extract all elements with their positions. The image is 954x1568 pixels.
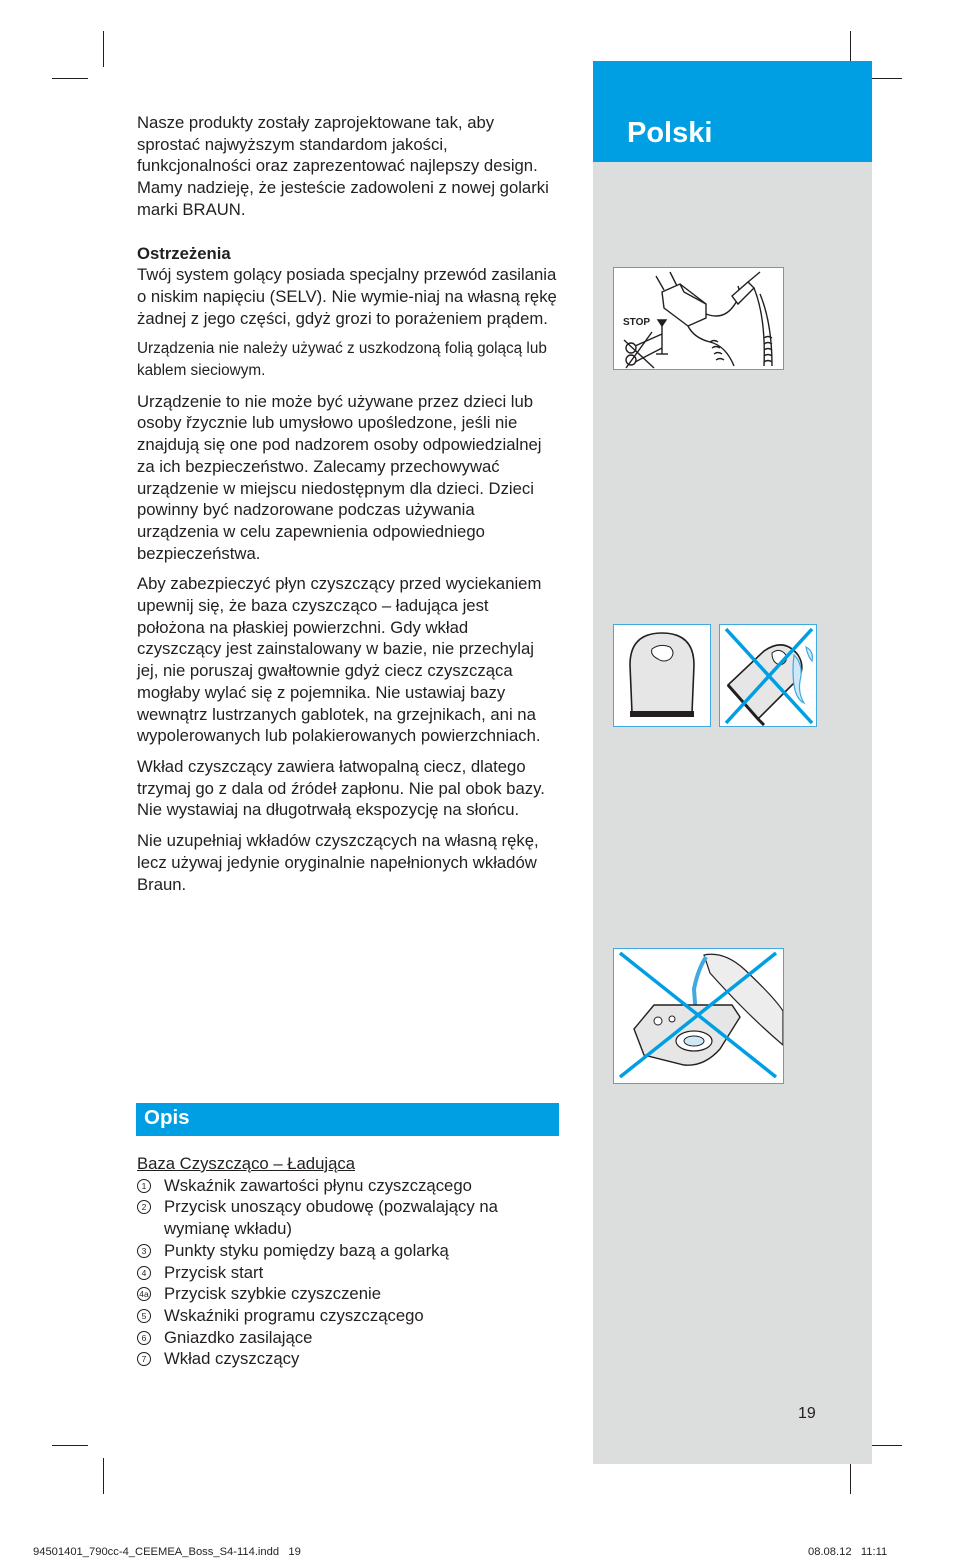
item-text: Gniazdko zasilające	[164, 1327, 313, 1347]
crop-mark	[103, 1458, 104, 1494]
base-upright-figure	[613, 624, 711, 727]
warning-paragraph: Wkład czyszczący zawiera łatwopalną ciecz, dlatego trzymaj go z dala od źródeł zapłonu. Nie pal obok bazy. Nie wystawiaj na długotrwałą ekspozycję na słońcu.	[137, 756, 545, 820]
refill-crossed-figure	[613, 948, 784, 1084]
page-number: 19	[798, 1405, 816, 1422]
list-item	[137, 1175, 567, 1197]
item-text: Przycisk start	[164, 1262, 264, 1282]
language-title: Polski	[627, 117, 713, 149]
item-text: Punkty styku pomiędzy bazą a golarką	[164, 1240, 449, 1260]
item-text: Wkład czyszczący	[164, 1349, 300, 1369]
item-text: Wskaźnik zawartości płynu czyszczącego	[164, 1175, 472, 1195]
intro-paragraph: Nasze produkty zostały zaprojektowane tak, aby sprostać najwyższym standardom jakości, funkcjonalności oraz zaprezentować najlepszy design. Mamy nadzieję, że jesteście zadowoleni z nowej golarki marki BRAUN.	[137, 113, 549, 219]
list-item	[137, 1348, 567, 1370]
item-number: 1	[137, 1179, 151, 1193]
crop-mark	[52, 78, 88, 79]
warning-paragraph: Urządzenie to nie może być używane przez dzieci lub osoby řzycznie lub umysłowo upośledzone, jeśli nie znajdują się one pod nadzorem osoby odpowiedzialnej za ich bezpieczeństwo. Zalecamy przechowywać urządzenie w miejscu niedostępnym dla dzieci. Dzieci powinny być nadzorowane podczas używania urządzenia w celu zapewnienia odpowiedniego bezpieczeństwa.	[137, 391, 542, 563]
item-text: Wskaźniki programu czyszczącego	[164, 1305, 424, 1325]
stop-label: STOP	[623, 317, 651, 328]
list-item	[137, 1262, 567, 1284]
warning-paragraph: Aby zabezpieczyć płyn czyszczący przed wyciekaniem upewnij się, że baza czyszcząco – ładująca jest położona na płaskiej powierzchni. Gdy wkład czyszczący jest zainstalowany w bazie, nie przechylaj jej, nie poruszaj gwałtownie gdyż ciecz czyszcząca mogłaby wylać się z pojemnika. Nie ustawiaj bazy wewnątrz lustrzanych gablotek, na grzejnikach, ani na wypolerowanych lub polakierowanych powierzchniach.	[137, 574, 542, 746]
item-number: 4	[137, 1266, 151, 1280]
description-list	[137, 1153, 567, 1370]
list-item	[137, 1327, 567, 1349]
item-number: 6	[137, 1331, 151, 1345]
warning-paragraph: Nie uzupełniaj wkładów czyszczących na własną rękę, lecz używaj jedynie oryginalnie napełnionych wkładów Braun.	[137, 831, 539, 894]
item-number: 4a	[137, 1287, 151, 1301]
description-section-title: Opis	[144, 1106, 190, 1129]
sidebar-column	[593, 61, 872, 1464]
warning-paragraph: Urządzenia nie należy używać z uszkodzoną folią golącą lub kablem sieciowym.	[137, 340, 547, 380]
list-item	[137, 1196, 567, 1239]
description-heading: Baza Czyszcząco – Ładująca	[137, 1154, 355, 1173]
base-tilted-crossed-figure	[719, 624, 817, 727]
list-item	[137, 1305, 567, 1327]
item-text: Przycisk szybkie czyszczenie	[164, 1284, 381, 1304]
warnings-heading: Ostrzeżenia	[137, 243, 231, 263]
crop-mark	[52, 1445, 88, 1446]
description-section-bar	[136, 1103, 559, 1136]
item-number: 3	[137, 1244, 151, 1258]
item-number: 5	[137, 1309, 151, 1323]
item-number: 7	[137, 1352, 151, 1366]
language-header	[593, 61, 872, 162]
power-cord-figure	[613, 267, 784, 370]
list-item	[137, 1240, 567, 1262]
warning-paragraph: Twój system golący posiada specjalny przewód zasilania o niskim napięciu (SELV). Nie wymie-niaj na własną rękę żadnej z jego części, gdyż grozi to porażeniem prądem.	[137, 265, 557, 328]
main-text-column	[137, 112, 557, 895]
item-number: 2	[137, 1200, 151, 1214]
list-item	[137, 1283, 567, 1305]
footer-timestamp: 08.08.12 11:11	[808, 1546, 888, 1558]
crop-mark	[103, 31, 104, 67]
item-text: Przycisk unoszący obudowę (pozwalający na wymianę wkładu)	[164, 1197, 498, 1239]
footer-file-info: 94501401_790cc-4_CEEMEA_Boss_S4-114.indd 19	[33, 1546, 301, 1558]
